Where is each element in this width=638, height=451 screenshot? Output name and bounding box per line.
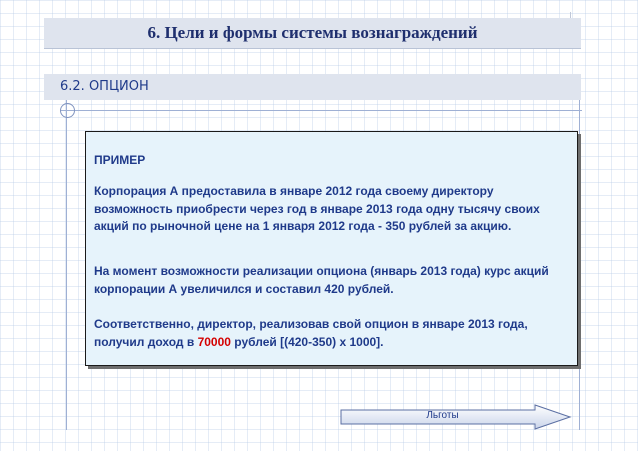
income-amount: 70000 [197,334,231,349]
benefits-nav-label: Льготы [426,410,459,421]
example-paragraph-2: На момент возможности реализации опциона (январь 2013 года) курс акций корпорации А увеличился и составил 420 рублей. [94,264,549,296]
decor-line-left [66,100,67,430]
slide-title: 6. Цели и формы системы вознаграждений [147,23,478,42]
section-label: 6.2. ОПЦИОН [60,79,149,94]
example-box [85,131,578,366]
example-heading: ПРИМЕР [94,153,146,167]
paragraph-3-text-before: Соответственно, директор, реализовав свой опцион в январе 2013 года, получил доход в [94,317,528,349]
decor-line-top [60,110,582,111]
section-bar [44,74,581,100]
example-paragraph-3 [94,316,572,351]
title-bar [44,18,581,49]
circle-ornament-icon [60,103,75,118]
example-paragraph-1: Корпорация А предоставила в январе 2012 года своему директору возможность приобрести через год в январе 2013 года одну тысячу своих акций по рыночной цене на 1 января 2012 года - 350 рублей за акцию. [94,184,540,233]
decor-line-right [579,100,580,430]
paragraph-3-text-after: рублей [(420-350) х 1000]. [230,334,384,349]
benefits-nav-button[interactable] [340,404,572,430]
